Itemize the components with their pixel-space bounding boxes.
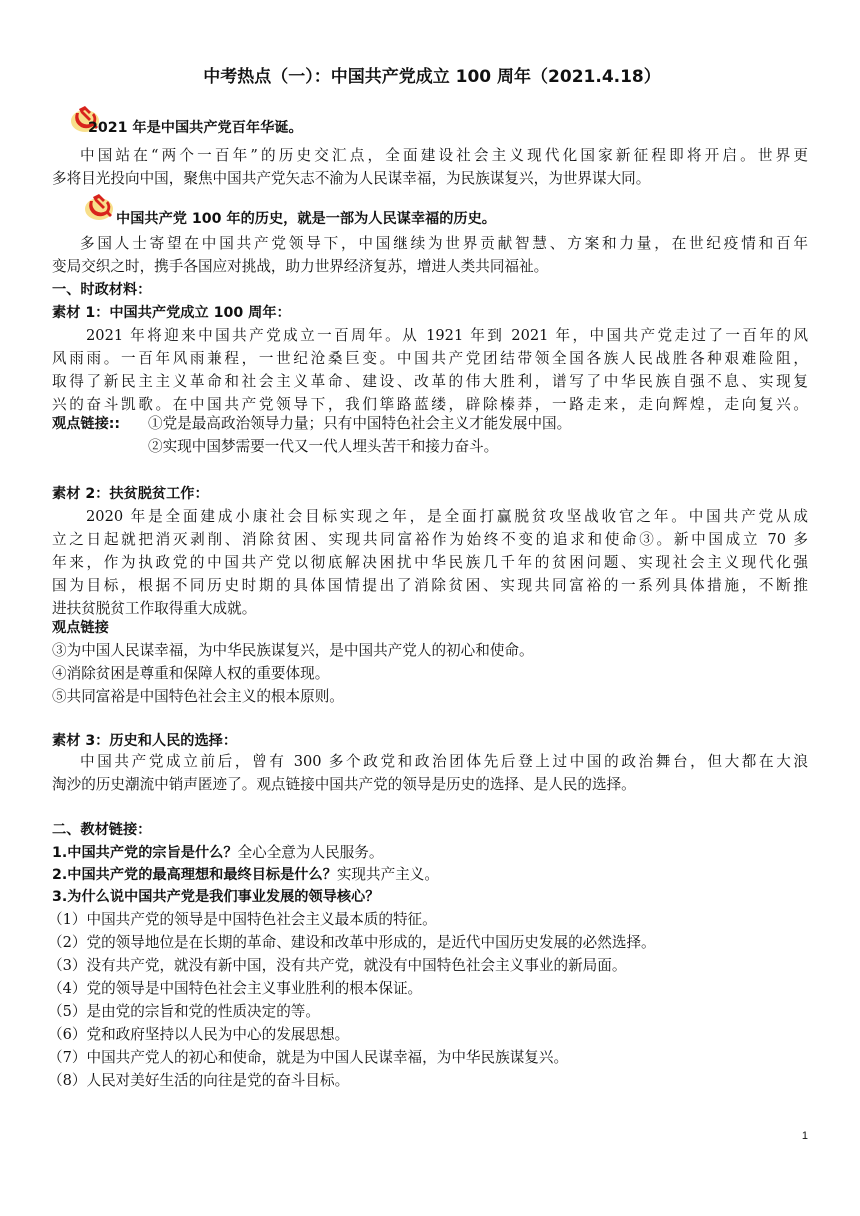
question-1: [52, 842, 808, 864]
material-1-link-2: ②实现中国梦需要一代又一代人埋头苦干和接力奋斗。: [148, 438, 499, 455]
material-2-link-2: ④消除贫困是尊重和保障人权的重要体现。: [52, 665, 330, 682]
material-1-title: 素材 1：中国共产党成立 100 周年：: [52, 305, 291, 321]
material-2-title: 素材 2：扶贫脱贫工作：: [52, 486, 209, 502]
answer-item-3: （3）没有共产党，就没有新中国，没有共产党，就没有中国特色社会主义事业的新局面。: [48, 957, 627, 974]
material-1-line-2: 风雨雨。一百年风雨兼程，一世纪沧桑巨变。中国共产党团结带领全国各族人民战胜各种艰难险阻，: [52, 350, 808, 367]
material-1-line-4: 兴的奋斗凯歌。在中国共产党领导下，我们筚路蓝缕，辟除榛莽，一路走来，走向辉煌，走向复兴。: [52, 396, 808, 413]
answer-item-1: （1）中国共产党的领导是中国特色社会主义最本质的特征。: [48, 911, 437, 928]
material-1-link-1: ①党是最高政治领导力量；只有中国特色社会主义才能发展中国。: [148, 415, 572, 432]
section-1-heading: 一、时政材料：: [52, 282, 152, 298]
intro-paragraph-2-line-1: 多国人士寄望在中国共产党领导下，中国继续为世界贡献智慧、方案和力量，在世纪疫情和百年: [80, 235, 808, 252]
question-3-text: 3.为什么说中国共产党是我们事业发展的领导核心？: [52, 889, 380, 905]
material-2-line-1: 2020 年是全面建成小康社会目标实现之年，是全面打赢脱贫攻坚战收官之年。中国共产党从成: [86, 508, 808, 525]
material-2-line-5: 进扶贫脱贫工作取得重大成就。: [52, 600, 257, 617]
answer-item-6: （6）党和政府坚持以人民为中心的发展思想。: [48, 1026, 350, 1043]
material-1-line-3: 取得了新民主主义革命和社会主义革命、建设、改革的伟大胜利，谱写了中华民族自强不息、实现复: [52, 373, 808, 390]
material-1-line-1: 2021 年将迎来中国共产党成立一百周年。从 1921 年到 2021 年，中国共产党走过了一百年的风: [86, 327, 808, 344]
material-2-link-1: ③为中国人民谋幸福，为中华民族谋复兴，是中国共产党人的初心和使命。: [52, 642, 534, 659]
intro-paragraph-2-line-2: 变局交织之时，携手各国应对挑战，助力世界经济复苏，增进人类共同福祉。: [52, 258, 549, 275]
section-2-heading: 二、教材链接：: [52, 822, 152, 838]
answer-item-5: （5）是由党的宗旨和党的性质决定的等。: [48, 1003, 320, 1020]
material-1-link-label: 观点链接::: [52, 416, 121, 432]
document-title: 中考热点（一）：中国共产党成立 100 周年（2021.4.18）: [203, 67, 661, 87]
intro-heading-2: 中国共产党 100 年的历史，就是一部为人民谋幸福的历史。: [116, 211, 496, 227]
material-3-line-1: 中国共产党成立前后，曾有 300 多个政党和政治团体先后登上过中国的政治舞台，但大都在大浪: [80, 753, 808, 770]
answer-item-2: （2）党的领导地位是在长期的革命、建设和改革中形成的，是近代中国历史发展的必然选择。: [48, 934, 656, 951]
question-2-text: 2.中国共产党的最高理想和最终目标是什么？: [52, 867, 337, 883]
material-2-link-label: 观点链接: [52, 620, 109, 636]
question-1-text: 1.中国共产党的宗旨是什么？: [52, 845, 238, 861]
intro-paragraph-1-line-1: 中国站在“两个一百年”的历史交汇点，全面建设社会主义现代化国家新征程即将开启。世界更: [80, 147, 808, 164]
question-2: [52, 864, 808, 886]
answer-item-8: （8）人民对美好生活的向往是党的奋斗目标。: [48, 1072, 350, 1089]
answer-2-text: 实现共产主义。: [336, 866, 439, 883]
material-3-title: 素材 3：历史和人民的选择：: [52, 733, 238, 749]
material-2-line-3: 年来，作为执政党的中国共产党以彻底解决困扰中华民族几千年的贫困问题、实现社会主义现代化强: [52, 554, 808, 571]
answer-item-4: （4）党的领导是中国特色社会主义事业胜利的根本保证。: [48, 980, 423, 997]
party-emblem-icon: [84, 192, 114, 222]
intro-paragraph-1-line-2: 多将目光投向中国，聚焦中国共产党矢志不渝为人民谋幸福，为民族谋复兴，为世界谋大同。: [52, 170, 651, 187]
answer-item-7: （7）中国共产党人的初心和使命，就是为中国人民谋幸福，为中华民族谋复兴。: [48, 1049, 569, 1066]
material-3-line-2: 淘沙的历史潮流中销声匿迹了。观点链接中国共产党的领导是历史的选择、是人民的选择。: [52, 776, 636, 793]
intro-heading-1: 2021 年是中国共产党百年华诞。: [88, 120, 303, 136]
material-2-line-4: 国为目标，根据不同历史时期的具体国情提出了消除贫困、实现共同富裕的一系列具体措施，不断推: [52, 577, 808, 594]
material-2-line-2: 立之日起就把消灭剥削、消除贫困、实现共同富裕作为始终不变的追求和使命③。新中国成立 70 多: [52, 531, 808, 548]
material-2-link-3: ⑤共同富裕是中国特色社会主义的根本原则。: [52, 688, 344, 705]
page-number: 1: [801, 1130, 808, 1142]
answer-1-text: 全心全意为人民服务。: [237, 844, 384, 861]
